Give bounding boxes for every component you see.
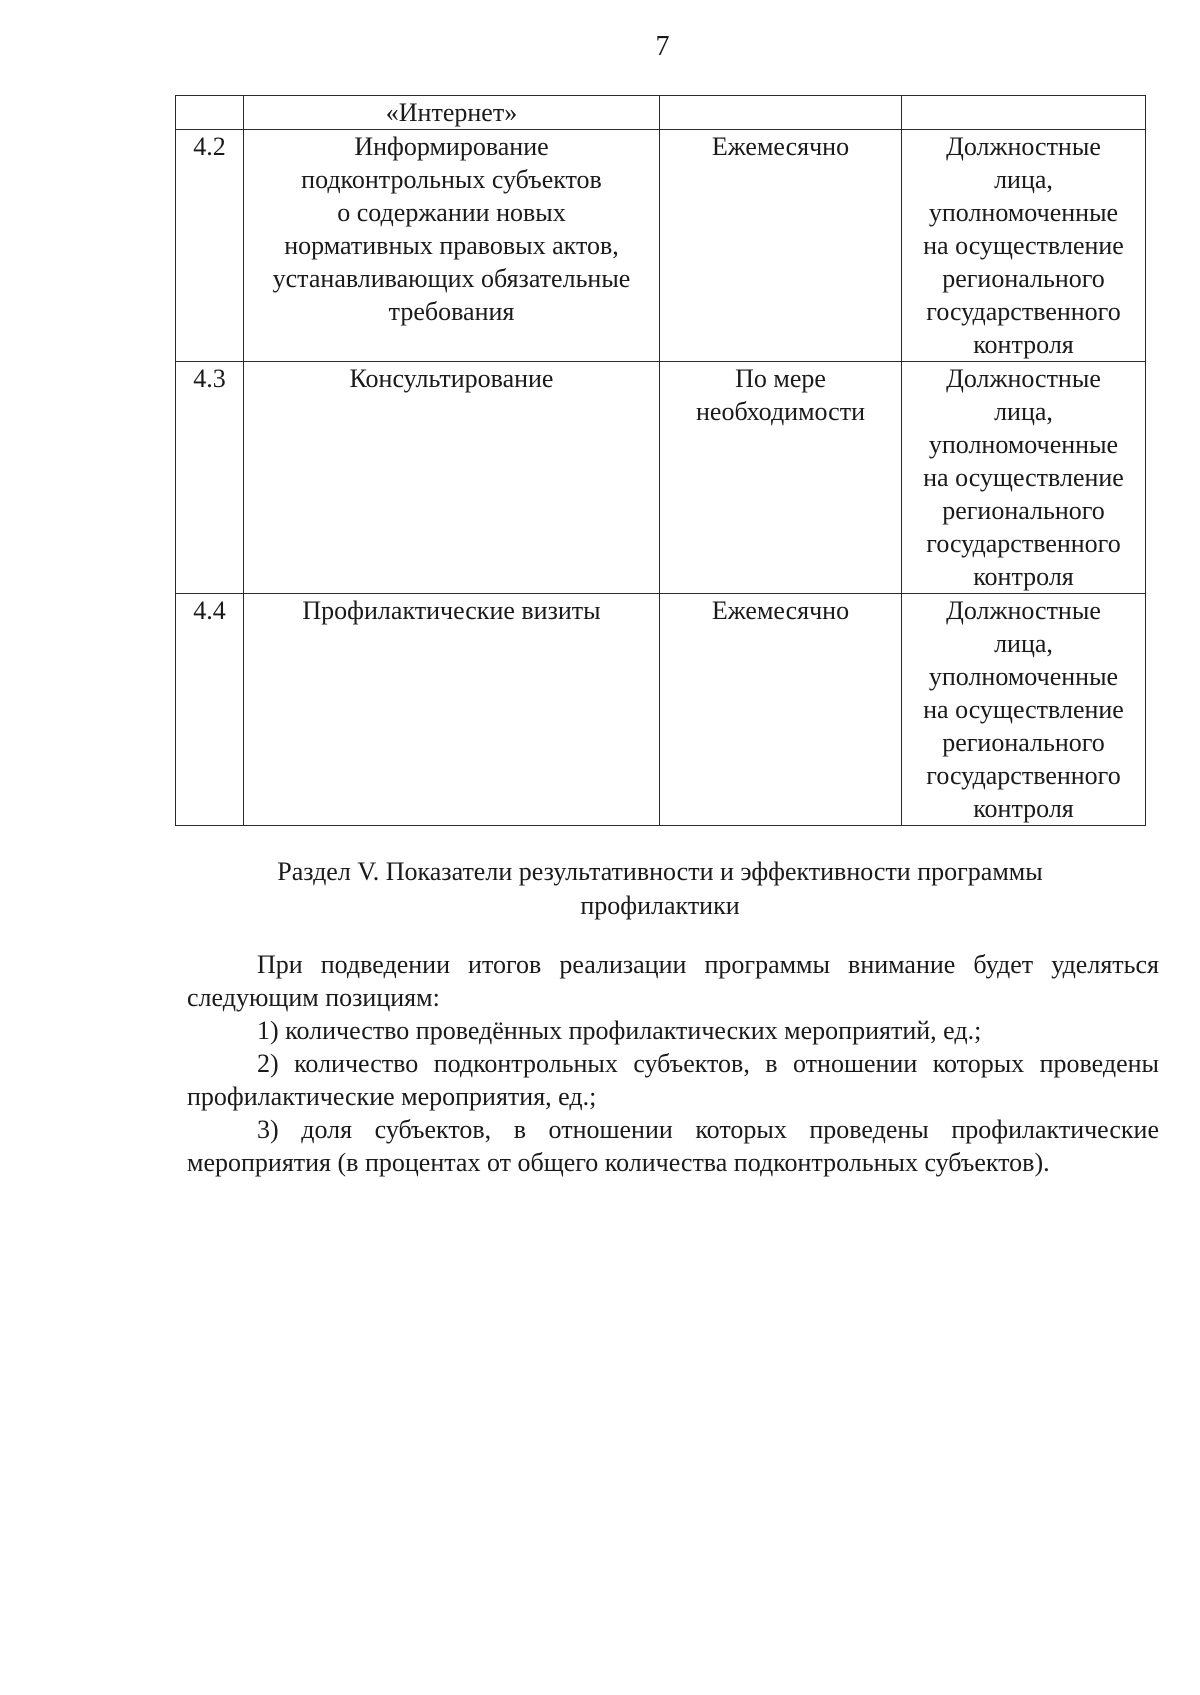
- measures-table: [175, 95, 1146, 826]
- activity-cell: Информирование подконтрольных субъектов о содержании новых нормативных правовых актов, устанавливающих обязательные требования: [244, 130, 660, 362]
- table-row: [176, 96, 1146, 130]
- table-row: [176, 594, 1146, 826]
- activity-cell: «Интернет»: [244, 96, 660, 130]
- period-cell: [660, 96, 902, 130]
- period-cell: Ежемесячно: [660, 130, 902, 362]
- responsible-cell: [902, 96, 1146, 130]
- table-row: [176, 362, 1146, 594]
- period-cell: Ежемесячно: [660, 594, 902, 826]
- activity-cell: Профилактические визиты: [244, 594, 660, 826]
- responsible-cell: Должностные лица, уполномоченные на осуществление регионального государственного контроля: [902, 594, 1146, 826]
- paragraph: При подведении итогов реализации программы внимание будет уделяться следующим позициям:: [187, 950, 1159, 1012]
- row-number: 4.4: [176, 594, 244, 826]
- table-row: [176, 130, 1146, 362]
- page-number: 7: [655, 31, 670, 62]
- list-item: 3) доля субъектов, в отношении которых проведены профилактические мероприятия (в процентах от общего количества подконтрольных субъектов).: [187, 1115, 1159, 1177]
- row-number: 4.3: [176, 362, 244, 594]
- section-body: [187, 948, 1159, 1179]
- activity-cell: Консультирование: [244, 362, 660, 594]
- list-item: 2) количество подконтрольных субъектов, в отношении которых проведены профилактические мероприятия, ед.;: [187, 1049, 1159, 1111]
- responsible-cell: Должностные лица, уполномоченные на осуществление регионального государственного контроля: [902, 130, 1146, 362]
- row-number: [176, 96, 244, 130]
- responsible-cell: Должностные лица, уполномоченные на осуществление регионального государственного контроля: [902, 362, 1146, 594]
- row-number: 4.2: [176, 130, 244, 362]
- period-cell: По мере необходимости: [660, 362, 902, 594]
- section-heading: Раздел V. Показатели результативности и эффективности программы профилактики: [277, 857, 1043, 920]
- list-item: 1) количество проведённых профилактических мероприятий, ед.;: [257, 1016, 982, 1045]
